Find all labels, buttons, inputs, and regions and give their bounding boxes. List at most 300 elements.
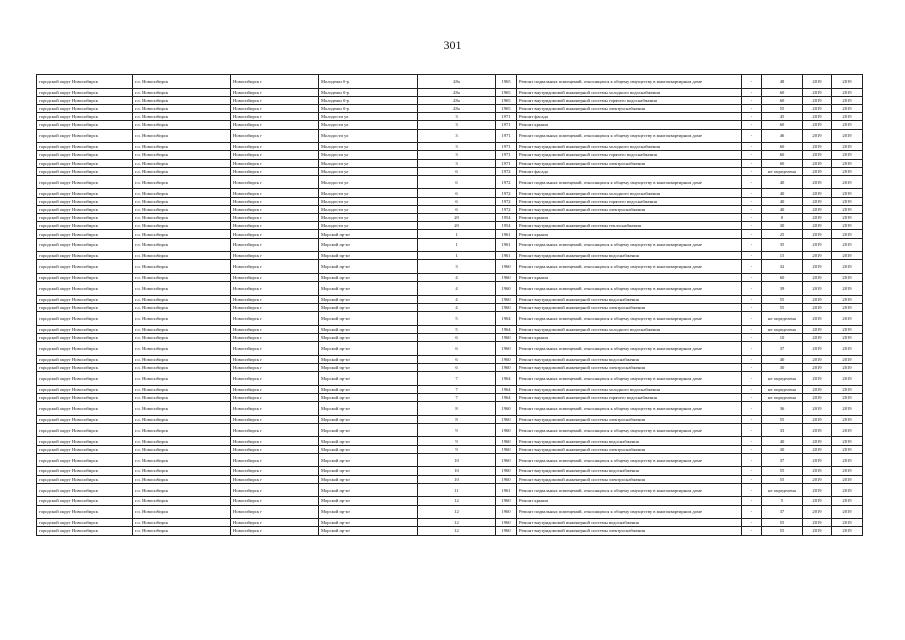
cell-plan-end-year: 2019 xyxy=(832,238,863,252)
cell-build-year: 1960 xyxy=(496,497,517,505)
cell-locality: Новосибирск г xyxy=(231,325,319,333)
cell-plan-start-year: 2019 xyxy=(803,415,832,423)
cell-municipality: городской округ Новосибирск xyxy=(37,355,133,363)
cell-settlement: г.о. Новосибирск xyxy=(133,385,231,393)
cell-settlement: г.о. Новосибирск xyxy=(133,214,231,222)
cell-locality: Новосибирск г xyxy=(231,75,319,89)
cell-locality: Новосибирск г xyxy=(231,393,319,401)
cell-street: Молодости ул xyxy=(319,167,418,175)
table-row xyxy=(37,445,863,453)
cell-service-life: 5 xyxy=(762,497,803,505)
cell-house-number: 9 xyxy=(418,423,496,437)
cell-service-life: 40 xyxy=(762,205,803,213)
cell-build-year: 1960 xyxy=(496,453,517,467)
repair-schedule-table-wrap xyxy=(36,74,862,536)
cell-municipality: городской округ Новосибирск xyxy=(37,104,133,112)
cell-work-type: Ремонт внутридомовой инженерной системы электроснабжения xyxy=(517,415,742,423)
cell-municipality: городской округ Новосибирск xyxy=(37,175,133,189)
table-row xyxy=(37,475,863,483)
cell-settlement: г.о. Новосибирск xyxy=(133,75,231,89)
cell-settlement: г.о. Новосибирск xyxy=(133,222,231,230)
cell-settlement: г.о. Новосибирск xyxy=(133,355,231,363)
cell-plan-start-year: 2019 xyxy=(803,96,832,104)
cell-work-type: Ремонт подвальных помещений, относящихся к общему имуществу в многоквартирном доме xyxy=(517,372,742,386)
cell-work-type: Ремонт внутридомовой инженерной системы электроснабжения xyxy=(517,445,742,453)
cell-street: Молодости ул xyxy=(319,113,418,121)
cell-house-number: 7 xyxy=(418,385,496,393)
cell-plan-start-year: 2019 xyxy=(803,423,832,437)
cell-settlement: г.о. Новосибирск xyxy=(133,497,231,505)
cell-plan-start-year: 2019 xyxy=(803,238,832,252)
cell-street: Морской пр-кт xyxy=(319,483,418,497)
cell-house-number: 3 xyxy=(418,159,496,167)
cell-plan-start-year: 2019 xyxy=(803,205,832,213)
cell-service-life: 55 xyxy=(762,104,803,112)
cell-street: Морской пр-кт xyxy=(319,273,418,281)
cell-municipality: городской округ Новосибирск xyxy=(37,372,133,386)
table-row xyxy=(37,205,863,213)
cell-municipality: городской округ Новосибирск xyxy=(37,205,133,213)
cell-street: Морской пр-кт xyxy=(319,393,418,401)
cell-column-dash: - xyxy=(742,197,762,205)
cell-street: Морской пр-кт xyxy=(319,505,418,519)
cell-municipality: городской округ Новосибирск xyxy=(37,519,133,527)
cell-settlement: г.о. Новосибирск xyxy=(133,282,231,296)
cell-plan-start-year: 2019 xyxy=(803,159,832,167)
cell-municipality: городской округ Новосибирск xyxy=(37,151,133,159)
cell-build-year: 1972 xyxy=(496,175,517,189)
cell-service-life: 10 xyxy=(762,333,803,341)
cell-house-number: 8 xyxy=(418,402,496,416)
cell-work-type: Ремонт внутридомовой инженерной системы холодного водоснабжения xyxy=(517,143,742,151)
cell-house-number: 11 xyxy=(418,483,496,497)
table-row xyxy=(37,96,863,104)
cell-work-type: Ремонт подвальных помещений, относящихся к общему имуществу в многоквартирном доме xyxy=(517,238,742,252)
cell-service-life: 36 xyxy=(762,402,803,416)
cell-municipality: городской округ Новосибирск xyxy=(37,303,133,311)
cell-work-type: Ремонт внутридомовой инженерной системы водоснабжения xyxy=(517,355,742,363)
cell-municipality: городской округ Новосибирск xyxy=(37,282,133,296)
cell-settlement: г.о. Новосибирск xyxy=(133,121,231,129)
cell-municipality: городской округ Новосибирск xyxy=(37,312,133,326)
cell-plan-start-year: 2019 xyxy=(803,88,832,96)
cell-column-dash: - xyxy=(742,295,762,303)
cell-house-number: 3 xyxy=(418,143,496,151)
cell-work-type: Ремонт крыши xyxy=(517,333,742,341)
cell-work-type: Ремонт подвальных помещений, относящихся к общему имуществу в многоквартирном доме xyxy=(517,342,742,356)
cell-plan-end-year: 2019 xyxy=(832,159,863,167)
cell-column-dash: - xyxy=(742,113,762,121)
cell-column-dash: - xyxy=(742,273,762,281)
cell-service-life: 30 xyxy=(762,363,803,371)
cell-work-type: Ремонт внутридомовой инженерной системы холодного водоснабжения xyxy=(517,88,742,96)
cell-municipality: городской округ Новосибирск xyxy=(37,402,133,416)
cell-settlement: г.о. Новосибирск xyxy=(133,527,231,535)
cell-house-number: 12 xyxy=(418,527,496,535)
table-row xyxy=(37,175,863,189)
cell-build-year: 1960 xyxy=(496,260,517,274)
cell-plan-start-year: 2019 xyxy=(803,363,832,371)
cell-locality: Новосибирск г xyxy=(231,519,319,527)
cell-plan-end-year: 2019 xyxy=(832,415,863,423)
cell-column-dash: - xyxy=(742,175,762,189)
cell-work-type: Ремонт внутридомовой инженерной системы электроснабжения xyxy=(517,363,742,371)
cell-plan-start-year: 2019 xyxy=(803,385,832,393)
cell-work-type: Ремонт подвальных помещений, относящихся к общему имуществу в многоквартирном доме xyxy=(517,260,742,274)
cell-house-number: 1 xyxy=(418,238,496,252)
cell-plan-end-year: 2019 xyxy=(832,312,863,326)
cell-street: Морской пр-кт xyxy=(319,252,418,260)
cell-plan-end-year: 2019 xyxy=(832,197,863,205)
cell-street: Морской пр-кт xyxy=(319,363,418,371)
cell-build-year: 1960 xyxy=(496,342,517,356)
cell-house-number: 6 xyxy=(418,205,496,213)
table-row xyxy=(37,363,863,371)
cell-plan-end-year: 2019 xyxy=(832,342,863,356)
cell-locality: Новосибирск г xyxy=(231,445,319,453)
cell-plan-end-year: 2019 xyxy=(832,402,863,416)
cell-house-number: 6 xyxy=(418,355,496,363)
cell-plan-end-year: 2019 xyxy=(832,189,863,197)
cell-work-type: Ремонт внутридомовой инженерной системы водоснабжения xyxy=(517,467,742,475)
table-row xyxy=(37,312,863,326)
cell-plan-start-year: 2019 xyxy=(803,252,832,260)
cell-street: Морской пр-кт xyxy=(319,260,418,274)
cell-build-year: 1960 xyxy=(496,475,517,483)
cell-build-year: 1960 xyxy=(496,295,517,303)
cell-plan-start-year: 2019 xyxy=(803,167,832,175)
cell-house-number: 6 xyxy=(418,167,496,175)
cell-plan-end-year: 2019 xyxy=(832,143,863,151)
cell-house-number: 7 xyxy=(418,372,496,386)
cell-settlement: г.о. Новосибирск xyxy=(133,295,231,303)
cell-work-type: Ремонт внутридомовой инженерной системы электроснабжения xyxy=(517,205,742,213)
cell-build-year: 1960 xyxy=(496,423,517,437)
table-row xyxy=(37,197,863,205)
cell-plan-end-year: 2019 xyxy=(832,167,863,175)
cell-settlement: г.о. Новосибирск xyxy=(133,519,231,527)
cell-work-type: Ремонт внутридомовой инженерной системы водоснабжения xyxy=(517,437,742,445)
cell-column-dash: - xyxy=(742,445,762,453)
cell-plan-start-year: 2019 xyxy=(803,527,832,535)
cell-house-number: 6 xyxy=(418,342,496,356)
cell-plan-start-year: 2019 xyxy=(803,222,832,230)
table-row xyxy=(37,497,863,505)
cell-work-type: Ремонт внутридомовой инженерной системы водоснабжения xyxy=(517,252,742,260)
cell-settlement: г.о. Новосибирск xyxy=(133,467,231,475)
cell-house-number: 12 xyxy=(418,519,496,527)
cell-plan-end-year: 2019 xyxy=(832,230,863,238)
cell-street: Молодежи б-р xyxy=(319,75,418,89)
table-row xyxy=(37,325,863,333)
cell-plan-start-year: 2019 xyxy=(803,355,832,363)
cell-street: Молодости ул xyxy=(319,189,418,197)
table-row xyxy=(37,385,863,393)
cell-municipality: городской округ Новосибирск xyxy=(37,467,133,475)
cell-service-life: не определена xyxy=(762,385,803,393)
cell-column-dash: - xyxy=(742,151,762,159)
cell-street: Молодости ул xyxy=(319,175,418,189)
cell-settlement: г.о. Новосибирск xyxy=(133,205,231,213)
cell-column-dash: - xyxy=(742,363,762,371)
cell-work-type: Ремонт фасада xyxy=(517,113,742,121)
cell-municipality: городской округ Новосибирск xyxy=(37,475,133,483)
cell-locality: Новосибирск г xyxy=(231,303,319,311)
cell-column-dash: - xyxy=(742,238,762,252)
cell-work-type: Ремонт внутридомовой инженерной системы водоснабжения xyxy=(517,295,742,303)
cell-municipality: городской округ Новосибирск xyxy=(37,113,133,121)
cell-street: Морской пр-кт xyxy=(319,385,418,393)
cell-service-life: 15 xyxy=(762,252,803,260)
cell-street: Морской пр-кт xyxy=(319,527,418,535)
cell-service-life: 60 xyxy=(762,159,803,167)
cell-locality: Новосибирск г xyxy=(231,189,319,197)
table-row xyxy=(37,113,863,121)
cell-build-year: 1972 xyxy=(496,189,517,197)
cell-settlement: г.о. Новосибирск xyxy=(133,342,231,356)
cell-house-number: 6 xyxy=(418,189,496,197)
cell-build-year: 1971 xyxy=(496,113,517,121)
cell-street: Морской пр-кт xyxy=(319,312,418,326)
cell-house-number: 4 xyxy=(418,282,496,296)
repair-schedule-table xyxy=(36,74,863,536)
cell-plan-start-year: 2019 xyxy=(803,325,832,333)
page-number: 301 xyxy=(443,38,462,52)
cell-column-dash: - xyxy=(742,527,762,535)
cell-locality: Новосибирск г xyxy=(231,230,319,238)
table-row xyxy=(37,151,863,159)
table-row xyxy=(37,104,863,112)
cell-street: Молодости ул xyxy=(319,129,418,143)
cell-plan-start-year: 2019 xyxy=(803,189,832,197)
cell-plan-start-year: 2019 xyxy=(803,273,832,281)
cell-build-year: 1960 xyxy=(496,527,517,535)
cell-house-number: 3 xyxy=(418,151,496,159)
cell-column-dash: - xyxy=(742,121,762,129)
cell-settlement: г.о. Новосибирск xyxy=(133,197,231,205)
cell-locality: Новосибирск г xyxy=(231,238,319,252)
cell-street: Морской пр-кт xyxy=(319,423,418,437)
cell-settlement: г.о. Новосибирск xyxy=(133,151,231,159)
cell-municipality: городской округ Новосибирск xyxy=(37,342,133,356)
cell-settlement: г.о. Новосибирск xyxy=(133,505,231,519)
cell-settlement: г.о. Новосибирск xyxy=(133,303,231,311)
cell-build-year: 1965 xyxy=(496,104,517,112)
cell-locality: Новосибирск г xyxy=(231,273,319,281)
cell-locality: Новосибирск г xyxy=(231,402,319,416)
table-row xyxy=(37,295,863,303)
cell-plan-start-year: 2019 xyxy=(803,467,832,475)
cell-build-year: 1964 xyxy=(496,312,517,326)
cell-column-dash: - xyxy=(742,342,762,356)
cell-street: Морской пр-кт xyxy=(319,333,418,341)
cell-plan-start-year: 2019 xyxy=(803,151,832,159)
table-row xyxy=(37,437,863,445)
cell-service-life: 60 xyxy=(762,121,803,129)
cell-plan-end-year: 2019 xyxy=(832,121,863,129)
cell-settlement: г.о. Новосибирск xyxy=(133,113,231,121)
cell-locality: Новосибирск г xyxy=(231,497,319,505)
cell-locality: Новосибирск г xyxy=(231,143,319,151)
cell-build-year: 1960 xyxy=(496,415,517,423)
cell-work-type: Ремонт внутридомовой инженерной системы холодного водоснабжения xyxy=(517,385,742,393)
cell-column-dash: - xyxy=(742,453,762,467)
cell-locality: Новосибирск г xyxy=(231,260,319,274)
cell-locality: Новосибирск г xyxy=(231,372,319,386)
cell-municipality: городской округ Новосибирск xyxy=(37,129,133,143)
cell-house-number: 5 xyxy=(418,325,496,333)
cell-plan-end-year: 2019 xyxy=(832,527,863,535)
cell-service-life: не определена xyxy=(762,167,803,175)
cell-column-dash: - xyxy=(742,214,762,222)
cell-settlement: г.о. Новосибирск xyxy=(133,129,231,143)
cell-house-number: 3 xyxy=(418,121,496,129)
cell-street: Морской пр-кт xyxy=(319,402,418,416)
cell-service-life: не определена xyxy=(762,483,803,497)
cell-municipality: городской округ Новосибирск xyxy=(37,445,133,453)
cell-municipality: городской округ Новосибирск xyxy=(37,252,133,260)
cell-build-year: 1965 xyxy=(496,96,517,104)
cell-work-type: Ремонт крыши xyxy=(517,273,742,281)
cell-build-year: 1960 xyxy=(496,437,517,445)
cell-street: Морской пр-кт xyxy=(319,325,418,333)
cell-street: Морской пр-кт xyxy=(319,295,418,303)
table-row xyxy=(37,415,863,423)
cell-house-number: 28а xyxy=(418,75,496,89)
cell-settlement: г.о. Новосибирск xyxy=(133,273,231,281)
cell-municipality: городской округ Новосибирск xyxy=(37,385,133,393)
cell-service-life: 33 xyxy=(762,423,803,437)
cell-municipality: городской округ Новосибирск xyxy=(37,505,133,519)
cell-municipality: городской округ Новосибирск xyxy=(37,333,133,341)
cell-plan-end-year: 2019 xyxy=(832,151,863,159)
cell-work-type: Ремонт внутридомовой инженерной системы водоснабжения xyxy=(517,519,742,527)
cell-plan-end-year: 2019 xyxy=(832,475,863,483)
cell-build-year: 1971 xyxy=(496,159,517,167)
cell-plan-start-year: 2019 xyxy=(803,402,832,416)
cell-locality: Новосибирск г xyxy=(231,415,319,423)
cell-column-dash: - xyxy=(742,475,762,483)
cell-build-year: 1960 xyxy=(496,282,517,296)
cell-locality: Новосибирск г xyxy=(231,385,319,393)
cell-house-number: 12 xyxy=(418,497,496,505)
table-row xyxy=(37,143,863,151)
cell-work-type: Ремонт внутридомовой инженерной системы электроснабжения xyxy=(517,159,742,167)
cell-work-type: Ремонт внутридомовой инженерной системы холодного водоснабжения xyxy=(517,189,742,197)
cell-house-number: 7 xyxy=(418,393,496,401)
cell-municipality: городской округ Новосибирск xyxy=(37,238,133,252)
cell-build-year: 1954 xyxy=(496,222,517,230)
cell-settlement: г.о. Новосибирск xyxy=(133,415,231,423)
cell-plan-end-year: 2019 xyxy=(832,175,863,189)
cell-house-number: 3 xyxy=(418,260,496,274)
cell-build-year: 1960 xyxy=(496,519,517,527)
cell-municipality: городской округ Новосибирск xyxy=(37,527,133,535)
cell-street: Морской пр-кт xyxy=(319,467,418,475)
cell-house-number: 9 xyxy=(418,437,496,445)
cell-plan-start-year: 2019 xyxy=(803,121,832,129)
cell-service-life: 39 xyxy=(762,282,803,296)
cell-locality: Новосибирск г xyxy=(231,505,319,519)
cell-column-dash: - xyxy=(742,222,762,230)
cell-plan-end-year: 2019 xyxy=(832,453,863,467)
cell-plan-end-year: 2019 xyxy=(832,445,863,453)
cell-locality: Новосибирск г xyxy=(231,483,319,497)
cell-service-life: 48 xyxy=(762,75,803,89)
cell-street: Молодости ул xyxy=(319,151,418,159)
cell-column-dash: - xyxy=(742,230,762,238)
cell-locality: Новосибирск г xyxy=(231,295,319,303)
cell-locality: Новосибирск г xyxy=(231,113,319,121)
cell-plan-end-year: 2019 xyxy=(832,505,863,519)
cell-plan-end-year: 2019 xyxy=(832,273,863,281)
cell-house-number: 28а xyxy=(418,88,496,96)
cell-locality: Новосибирск г xyxy=(231,333,319,341)
cell-municipality: городской округ Новосибирск xyxy=(37,159,133,167)
cell-locality: Новосибирск г xyxy=(231,104,319,112)
cell-settlement: г.о. Новосибирск xyxy=(133,167,231,175)
cell-plan-start-year: 2019 xyxy=(803,475,832,483)
cell-plan-end-year: 2019 xyxy=(832,385,863,393)
cell-plan-start-year: 2019 xyxy=(803,342,832,356)
cell-plan-start-year: 2019 xyxy=(803,497,832,505)
cell-column-dash: - xyxy=(742,104,762,112)
cell-street: Морской пр-кт xyxy=(319,519,418,527)
cell-column-dash: - xyxy=(742,402,762,416)
cell-street: Морской пр-кт xyxy=(319,342,418,356)
cell-service-life: 60 xyxy=(762,96,803,104)
cell-build-year: 1971 xyxy=(496,151,517,159)
cell-house-number: 4 xyxy=(418,295,496,303)
cell-service-life: не определена xyxy=(762,393,803,401)
cell-plan-start-year: 2019 xyxy=(803,453,832,467)
cell-settlement: г.о. Новосибирск xyxy=(133,445,231,453)
cell-street: Морской пр-кт xyxy=(319,445,418,453)
cell-service-life: 46 xyxy=(762,129,803,143)
cell-settlement: г.о. Новосибирск xyxy=(133,453,231,467)
cell-plan-start-year: 2019 xyxy=(803,505,832,519)
cell-house-number: 4 xyxy=(418,273,496,281)
cell-plan-end-year: 2019 xyxy=(832,333,863,341)
cell-build-year: 1964 xyxy=(496,385,517,393)
cell-street: Молодости ул xyxy=(319,205,418,213)
cell-service-life: 55 xyxy=(762,527,803,535)
cell-service-life: 45 xyxy=(762,113,803,121)
cell-build-year: 1972 xyxy=(496,205,517,213)
cell-municipality: городской округ Новосибирск xyxy=(37,453,133,467)
cell-settlement: г.о. Новосибирск xyxy=(133,423,231,437)
cell-plan-end-year: 2019 xyxy=(832,372,863,386)
cell-locality: Новосибирск г xyxy=(231,205,319,213)
cell-plan-end-year: 2019 xyxy=(832,104,863,112)
cell-plan-end-year: 2019 xyxy=(832,129,863,143)
cell-municipality: городской округ Новосибирск xyxy=(37,273,133,281)
cell-house-number: 6 xyxy=(418,363,496,371)
cell-plan-end-year: 2019 xyxy=(832,325,863,333)
cell-plan-start-year: 2019 xyxy=(803,333,832,341)
cell-house-number: 6 xyxy=(418,175,496,189)
cell-plan-end-year: 2019 xyxy=(832,96,863,104)
cell-plan-start-year: 2019 xyxy=(803,175,832,189)
cell-locality: Новосибирск г xyxy=(231,222,319,230)
cell-build-year: 1960 xyxy=(496,355,517,363)
cell-municipality: городской округ Новосибирск xyxy=(37,325,133,333)
cell-column-dash: - xyxy=(742,467,762,475)
cell-street: Молодости ул xyxy=(319,214,418,222)
cell-build-year: 1961 xyxy=(496,483,517,497)
cell-house-number: 3 xyxy=(418,129,496,143)
cell-plan-end-year: 2019 xyxy=(832,363,863,371)
